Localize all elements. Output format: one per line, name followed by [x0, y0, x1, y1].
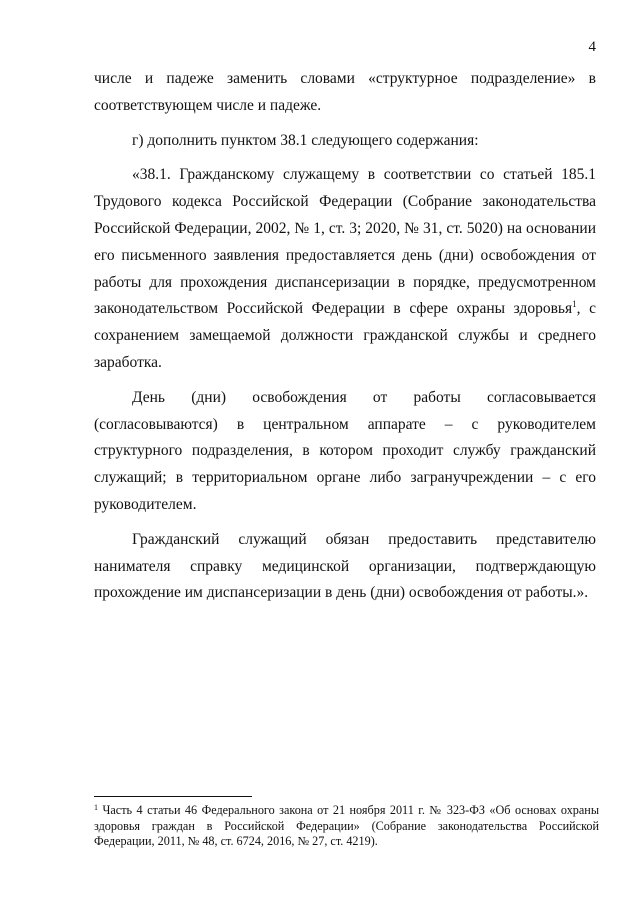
document-body	[94, 66, 596, 615]
paragraph-3	[94, 162, 596, 376]
footnote-reference: 1	[572, 299, 577, 310]
paragraph-4: День (дни) освобождения от работы согласовывается (согласовываются) в центральном аппарате – с руководителем структурного подразделения, в котором проходит службу гражданский служащий; в территориальном органе либо загранучреждении – с его руководителем.	[94, 388, 596, 513]
page-number: 4	[588, 39, 596, 55]
footnote-text: Часть 4 статьи 46 Федерального закона от 21 ноября 2011 г. № 323-ФЗ «Об основах охраны здоровья граждан в Российской Федерации» (Собрание законодательства Российской Федерации, 2011, № 48, ст. 6724, 2016, № 27, ст. 4219).	[94, 803, 600, 848]
paragraph-2: г) дополнить пунктом 38.1 следующего содержания:	[132, 131, 479, 149]
footnote-marker: 1	[94, 803, 98, 812]
footnote	[94, 803, 599, 850]
paragraph-3-continuation: , с сохранением замещаемой должности гражданской службы и среднего заработка.	[94, 300, 596, 371]
paragraph-3-text: «38.1. Гражданскому служащему в соответствии со статьей 185.1 Трудового кодекса Российской Федерации (Собрание законодательства Российской Федерации, 2002, № 1, ст. 3; 2020, № 31, ст. 5020) на основании его письменного заявления предоставляется день (дни) освобождения от работы для прохождения диспансеризации в порядке, предусмотренном законодательством Российской Федерации в сфере охраны здоровья	[94, 166, 596, 318]
paragraph-1: числе и падеже заменить словами «структурное подразделение» в соответствующем числе и падеже.	[94, 70, 596, 114]
footnote-separator	[94, 796, 252, 797]
paragraph-5: Гражданский служащий обязан предоставить представителю нанимателя справку медицинской организации, подтверждающую прохождение им диспансеризации в день (дни) освобождения от работы.».	[94, 530, 596, 602]
